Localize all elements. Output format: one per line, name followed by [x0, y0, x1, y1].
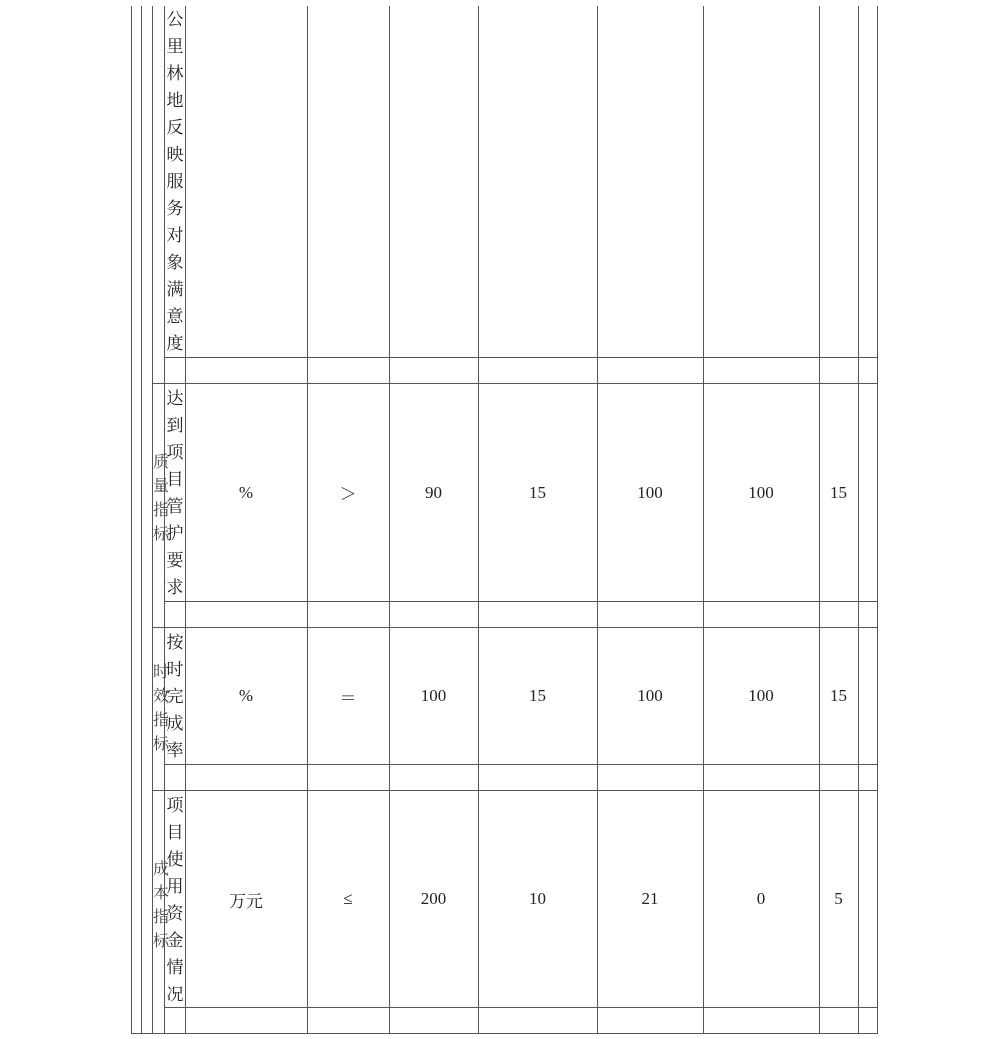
table-border-left [131, 6, 132, 1034]
operator-cell: ＞ [339, 485, 357, 504]
completion-cell: 0 [756, 889, 766, 908]
text-glyph: 公 [166, 10, 184, 29]
row-divider [164, 601, 878, 602]
score-cell: 5 [834, 889, 843, 908]
text-glyph: 效 [152, 688, 169, 705]
text-glyph: 意 [166, 307, 184, 326]
target-value-cell: 90 [425, 482, 442, 502]
weight-cell: 10 [529, 889, 546, 908]
text-glyph: 项 [166, 796, 184, 815]
operator-cell: ＝ [339, 688, 357, 708]
text-glyph: 完 [166, 687, 184, 706]
category-cell [152, 858, 169, 968]
text-glyph: 指 [152, 502, 169, 519]
text-glyph: 映 [166, 145, 184, 164]
text-glyph: 里 [166, 37, 184, 56]
text-glyph: 情 [166, 958, 184, 977]
operator-cell: ≤ [343, 889, 353, 908]
text-glyph: 项 [166, 443, 184, 462]
category-cell [152, 451, 169, 551]
text-glyph: 时 [166, 660, 184, 679]
indicator-label [165, 629, 185, 764]
text-glyph: 目 [166, 823, 184, 842]
text-glyph: 满 [166, 280, 184, 299]
text-glyph: 指 [152, 712, 169, 729]
continued-indicator-label [165, 6, 185, 357]
row-divider [164, 1007, 878, 1008]
text-glyph: 标 [152, 526, 169, 543]
indicator-label [165, 385, 185, 601]
text-glyph: 反 [166, 118, 184, 137]
text-glyph: 林 [166, 64, 184, 83]
indicator-label [165, 792, 185, 1008]
text-glyph: 本 [152, 885, 169, 902]
column-divider [858, 6, 859, 1034]
text-glyph: 况 [166, 985, 184, 1004]
completion-cell: 100 [748, 482, 774, 502]
text-glyph: 金 [166, 931, 184, 950]
actual-value-cell: 100 [637, 482, 663, 502]
text-glyph: 时 [152, 664, 169, 681]
unit-cell: 万元 [229, 891, 263, 911]
table-border-bottom [131, 1033, 878, 1034]
text-glyph: 要 [166, 551, 184, 570]
text-glyph: 用 [166, 877, 184, 896]
text-glyph: 按 [166, 633, 184, 652]
completion-cell: 100 [748, 686, 774, 705]
text-glyph: 度 [166, 334, 184, 353]
text-glyph: 使 [166, 850, 184, 869]
weight-cell: 15 [529, 686, 546, 705]
row-divider [164, 357, 878, 358]
unit-cell: % [238, 482, 254, 502]
text-glyph: 护 [166, 524, 184, 543]
actual-value-cell: 21 [641, 889, 659, 908]
text-glyph: 标 [152, 736, 169, 753]
text-glyph: 地 [166, 91, 184, 110]
text-glyph: 象 [166, 253, 184, 272]
text-glyph: 率 [166, 741, 184, 760]
text-glyph: 管 [166, 497, 184, 516]
score-cell: 15 [830, 482, 847, 502]
text-glyph: 达 [166, 389, 184, 408]
text-glyph: 量 [152, 478, 169, 495]
text-glyph: 服 [166, 172, 184, 191]
text-glyph: 质 [152, 454, 169, 471]
text-glyph: 务 [166, 199, 184, 218]
unit-cell: % [238, 686, 254, 705]
text-glyph: 成 [166, 714, 184, 733]
score-cell: 15 [830, 686, 847, 705]
text-glyph: 指 [152, 909, 169, 926]
text-glyph: 求 [166, 578, 184, 597]
text-glyph: 成 [152, 861, 169, 878]
text-glyph: 到 [166, 416, 184, 435]
target-value-cell: 200 [420, 889, 447, 908]
column-divider [141, 6, 142, 1034]
text-glyph: 对 [166, 226, 184, 245]
text-glyph: 目 [166, 470, 184, 489]
text-glyph: 标 [152, 933, 169, 950]
text-glyph: 资 [166, 904, 184, 923]
weight-cell: 15 [529, 482, 546, 502]
table-border-right [877, 6, 878, 1034]
category-cell [152, 651, 169, 761]
row-divider [164, 764, 878, 765]
actual-value-cell: 100 [637, 686, 663, 705]
target-value-cell: 100 [420, 686, 447, 705]
